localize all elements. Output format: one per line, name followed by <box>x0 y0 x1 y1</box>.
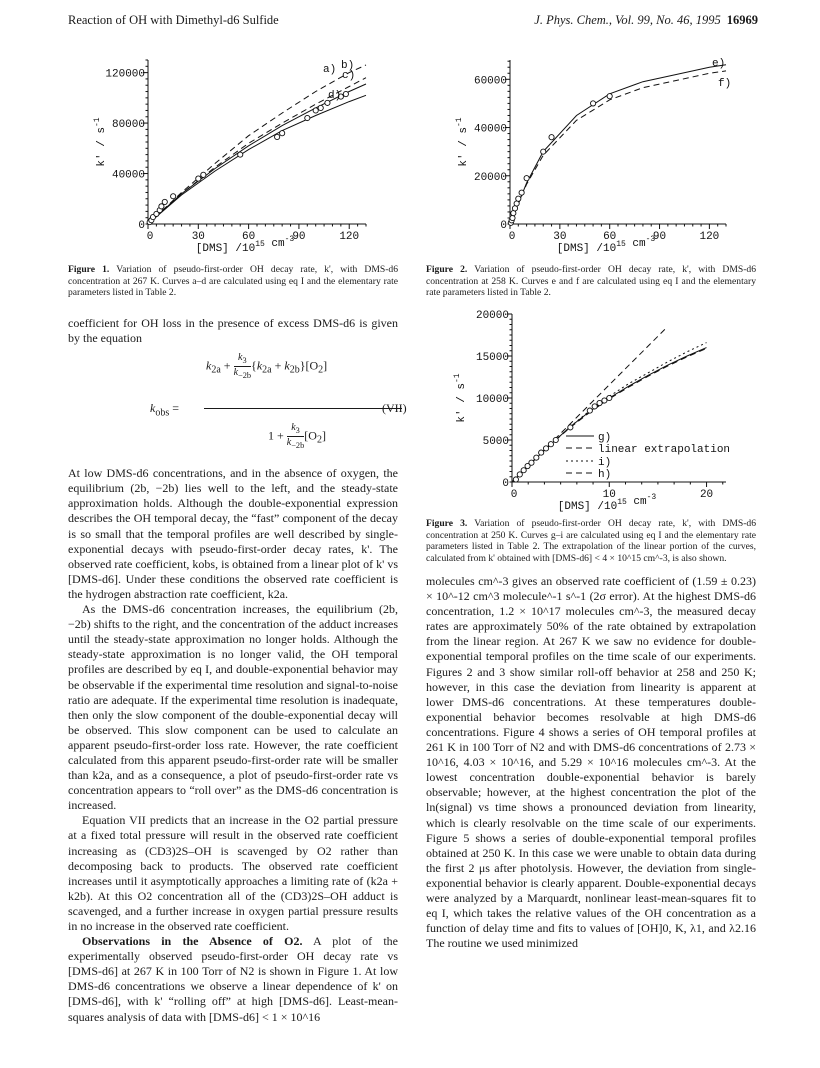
data-point <box>275 134 280 139</box>
data-point <box>543 446 548 451</box>
equation-numerator: $k_{2a}$ + $\frac{k_3}{k_{-2b}}$ $\{k_{2a} + k_{2b}\}[O_2]$ <box>206 352 328 381</box>
data-point <box>201 172 206 177</box>
curve-label: e) <box>712 58 726 70</box>
y-tick-label: 20000 <box>473 171 507 184</box>
equation-number: (VII) <box>382 401 407 416</box>
y-tick-label: 0 <box>138 220 145 232</box>
data-point <box>587 408 592 413</box>
curve-d <box>148 95 366 224</box>
data-point <box>171 194 176 199</box>
data-point <box>238 152 243 157</box>
equation-denominator: 1 + $\frac{k_3}{k_{-2b}}$ $[O_2]$ <box>268 422 326 451</box>
x-tick-label: 60 <box>242 231 256 243</box>
data-point <box>592 404 597 409</box>
figure-3 <box>426 306 746 516</box>
data-point <box>568 425 573 430</box>
y-tick-label: 40000 <box>111 169 145 182</box>
curve-label: f) <box>718 78 732 90</box>
x-tick-label: 30 <box>191 231 205 243</box>
legend-label: i) <box>598 457 612 469</box>
left-paragraph-5-text: A plot of the experimentally observed pseudo-first-order OH decay rate vs [DMS-d6] at 267 K in 100 Torr of N2 is shown in Figure 1. At low DMS-d6 concentrations we observe a linear dependence of k' on [DMS-d6], with k' “rolling off” at high [DMS-d6]. Least-mean-squares analysis of data with [DMS-d6] < 1 × 10^16 <box>68 934 399 1024</box>
y-tick-label: 10000 <box>475 394 509 406</box>
data-point <box>510 215 515 220</box>
figure-3-caption-text: Variation of pseudo-first-order OH decay rate, k', with DMS-d6 concentration at 250 K. Curves g–i are calculated using eq I and the elementary rate parameters listed in Table 2. The extrapolation of the linear portion of the curves, calculated from k' obtained with [DMS-d6] < 4 × 10^15 cm^-3, is also shown. <box>426 518 756 564</box>
data-point <box>196 176 201 181</box>
x-tick-label: 90 <box>292 231 306 243</box>
data-point <box>602 398 607 403</box>
x-tick-label: 30 <box>553 231 567 243</box>
data-point <box>553 437 558 442</box>
x-tick-label: 20 <box>699 489 714 501</box>
y-axis-label: k' / $s^{-1}$ <box>453 373 468 423</box>
figure-1 <box>66 52 386 258</box>
data-point <box>162 199 167 204</box>
figure-1-chart <box>66 52 386 258</box>
x-tick-label: 90 <box>652 231 667 243</box>
curve-c <box>148 84 366 224</box>
figure-2-caption-label: Figure 2. <box>426 264 468 275</box>
data-point <box>541 149 546 154</box>
equation-vii <box>68 346 407 466</box>
x-tick-label: 0 <box>510 489 518 501</box>
x-tick-label: 0 <box>508 231 516 243</box>
figure-1-caption-label: Figure 1. <box>68 264 110 275</box>
x-tick-label: 120 <box>339 231 360 243</box>
figure-1-caption-text: Variation of pseudo-first-order OH decay rate, k', with DMS-d6 concentration at 267 K. Curves a–d are calculated using eq I and the elementary rate parameters listed in Table 2. <box>68 264 398 299</box>
figure-3-caption-label: Figure 3. <box>426 518 468 529</box>
y-axis-label: k' / $s^{-1}$ <box>93 117 108 167</box>
left-column <box>68 316 407 1025</box>
y-tick-label: 5000 <box>482 436 509 448</box>
data-point <box>343 91 348 96</box>
data-point <box>313 108 318 113</box>
data-point <box>529 460 534 465</box>
y-tick-label: 80000 <box>111 119 145 132</box>
y-tick-label: 40000 <box>473 123 507 136</box>
section-heading: Observations in the Absence of O2. <box>82 934 303 949</box>
figure-2-caption <box>426 264 756 299</box>
data-point <box>549 135 554 140</box>
curve-label: b) <box>341 60 355 72</box>
equation-fraction-bar <box>204 408 402 409</box>
legend-label: g) <box>598 432 612 444</box>
data-point <box>318 105 323 110</box>
data-point <box>513 477 518 482</box>
y-tick-label: 0 <box>502 478 509 490</box>
x-tick-label: 120 <box>699 231 720 243</box>
data-point <box>607 395 612 400</box>
legend-label: h) <box>598 469 612 481</box>
left-paragraph-4: Equation VII predicts that an increase in the O2 partial pressure at a fixed total pressure will result in the observed rate coefficient increasing as (CD3)2S–OH is scavenged by O2 rather than decomposing back to products. The observed rate coefficient increases until it asymptotically approaches a limiting rate of (k2a + k2b). At this O2 concentration all of the (CD3)2S–OH adduct is scavenged, and a further increase in oxygen partial pressure results in no increase in the observed rate coefficient. <box>68 813 398 933</box>
equation-lhs: $k_{obs}$ = <box>150 401 180 419</box>
y-tick-label: 60000 <box>473 75 507 88</box>
x-tick-label: 0 <box>146 231 154 243</box>
curve-f <box>510 71 726 224</box>
right-column <box>426 574 756 951</box>
figure-3-chart <box>426 306 746 516</box>
data-point <box>521 468 526 473</box>
x-tick-label: 60 <box>603 231 617 243</box>
figure-3-caption <box>426 518 756 564</box>
x-axis-label: [DMS] $/10^{15}$ $cm^{-3}$ <box>557 493 657 513</box>
figure-2-caption-text: Variation of pseudo-first-order OH decay rate, k', with DMS-d6 concentration at 258 K. Curves e and f are calculated using eq I and the elementary rate parameters listed in Table 2. <box>426 264 756 299</box>
data-point <box>516 196 521 201</box>
y-tick-label: 20000 <box>475 310 509 322</box>
y-tick-label: 120000 <box>105 68 145 81</box>
data-point <box>280 131 285 136</box>
data-point <box>305 115 310 120</box>
running-header-right <box>534 13 758 28</box>
data-point <box>534 455 539 460</box>
data-point <box>597 400 602 405</box>
running-header-left: Reaction of OH with Dimethyl-d6 Sulfide <box>68 13 279 27</box>
page-number: 16969 <box>726 13 758 27</box>
right-paragraph-1: molecules cm^-3 gives an observed rate coefficient of (1.59 ± 0.23) × 10^-12 cm^3 molecule^-1 s^-1 (2σ error). At the highest DMS-d6 concentration, 1.2 × 10^17 molecules cm^-3, the measured decay rates are approximately 50% of the rate obtained by extrapolation from the linear region. At 267 K we saw no evidence for double-exponential temporal profiles on the time scale of our experiments. Figures 2 and 3 show similar roll-off behavior at 258 and 250 K; however, in this case the deviation from linearity is apparent at lower DMS-d6 concentrations. At these temperatures double-exponential behavior becomes resolvable at high DMS-d6 concentrations. Figure 4 shows a series of OH temporal profiles at 261 K in 100 Torr of N2 and with DMS-d6 concentrations of 2.73 × 10^16, 4.03 × 10^16, and 5.29 × 10^16 molecules cm^-3. At the lowest concentration double-exponential behavior is barely observable; however, at the highest concentration the plot of the ln(signal) vs time shows a pronounced deviation from linearity, which is clearly resolvable on the time scale of our experiments. Figure 5 shows a series of double-exponential temporal profiles obtained at 250 K. In this case we were unable to obtain data during the first 2 μs after photolysis. However, the deviation from single-exponential behavior is clearly apparent. Double-exponential decays were analyzed by a Marquardt, nonlinear least-mean-squares fit to eq I, which takes the relative values of the OH concentration as a function of delay time and fits to values of [OH]0, K, λ1, and λ2.16 The routine we used minimized <box>426 574 756 951</box>
figure-1-caption <box>68 264 398 299</box>
y-tick-label: 0 <box>500 220 507 232</box>
journal-citation: J. Phys. Chem., Vol. 99, No. 46, 1995 <box>534 13 721 27</box>
x-axis-label: [DMS] $/10^{15}$ $cm^{-3}$ <box>195 235 295 255</box>
x-axis-label: [DMS] $/10^{15}$ $cm^{-3}$ <box>556 235 656 255</box>
data-point <box>548 442 553 447</box>
data-point <box>517 472 522 477</box>
curve-e <box>510 65 726 224</box>
curve-label: c) <box>342 70 356 82</box>
curve-label: a) <box>323 64 337 76</box>
figure-2 <box>426 52 746 258</box>
curve-label: d) <box>328 90 342 102</box>
data-point <box>524 176 529 181</box>
y-tick-label: 15000 <box>475 352 509 364</box>
legend-label: linear extrapolation <box>598 444 731 456</box>
x-tick-label: 10 <box>602 489 616 501</box>
left-paragraph-2: At low DMS-d6 concentrations, and in the absence of oxygen, the equilibrium (2b, −2b) lies well to the left, and the steady-state approximation holds. Although the double-exponential expression describes the OH temporal decay, the “fast” component of the decay is so small that the temporal profiles are well described by single-exponential decays with pseudo-first-order decay rates, k'. The observed rate coefficient, kobs, is obtained from a linear plot of k' vs [DMS-d6]. Under these conditions the observed rate coefficient is the hydrogen abstraction rate coefficient, k2a. <box>68 466 398 601</box>
data-point <box>607 94 612 99</box>
data-point <box>590 101 595 106</box>
data-point <box>539 450 544 455</box>
data-point <box>519 190 524 195</box>
left-paragraph-3: As the DMS-d6 concentration increases, the equilibrium (2b, −2b) shifts to the right, and the concentration of the adduct increases until the steady-state approximation no longer holds. Although the steady-state approximation is no longer valid, the OH temporal profiles are described by eq I, and double-exponential behavior may be observable if the experimental time resolution and signal-to-noise ratio are adequate. If the experimental time resolution is inadequate, then only the slow component of the double-exponential decay will be observed. This slow component can be used to calculate an apparent pseudo-first-order loss rate. However, the rate coefficient calculated from this apparent pseudo-first-order rate will be smaller than k2a, and as a consequence, a plot of pseudo-first-order rate vs concentration appears to “roll over” as the DMS-d6 concentration is increased. <box>68 602 398 813</box>
left-paragraph-1: coefficient for OH loss in the presence of excess DMS-d6 is given by the equation <box>68 316 398 346</box>
y-axis-label: k' / $s^{-1}$ <box>455 117 470 167</box>
left-paragraph-5 <box>68 934 398 1025</box>
figure-2-chart <box>426 52 746 258</box>
